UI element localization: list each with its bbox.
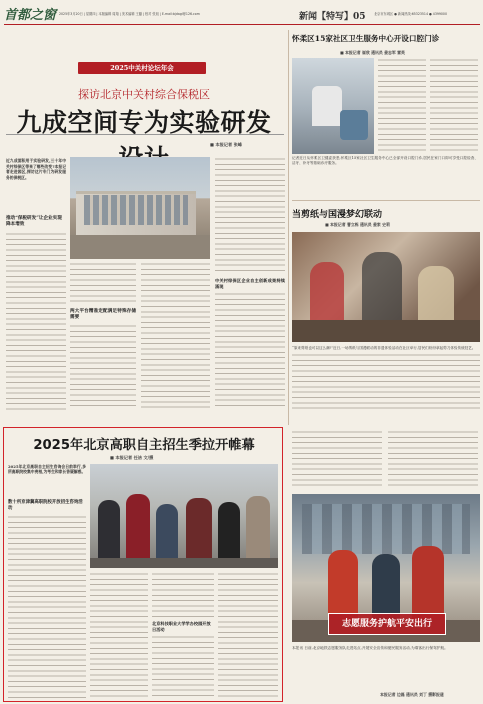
- feature-headline: 九成空间专为实验研发: [16, 108, 272, 137]
- kicker-text: 2025中关村论坛年会: [110, 64, 174, 72]
- feature-column-3: [141, 262, 210, 410]
- volunteer-caption: 本报讯 日前,北京地铁志愿服务队走进站点,开展安全宣传和便民服务活动,为乘客出行保驾护航。: [292, 646, 448, 650]
- right-story1-body: [292, 156, 478, 196]
- feature-column-2: [70, 262, 136, 410]
- column-divider: [288, 30, 289, 425]
- feature-byline: ■ 本报记者 张峰: [210, 142, 242, 147]
- right-story2-byline: ■ 本报记者 曹立栋 通讯员 姜家 史莉: [325, 222, 390, 227]
- right-story1-headline: 怀柔区15家社区卫生服务中心开设口腔门诊: [292, 34, 440, 43]
- page-section-title: 新闻【特写】05: [299, 12, 366, 22]
- bottom-story-column-2: [90, 572, 148, 698]
- right-story1-byline: ■ 本报记者 崔欣 通讯员 姜志军 雷英: [340, 50, 405, 55]
- right-story1-body-text: 记者近日从怀柔区卫健委获悉,怀柔区15家社区卫生服务中心已全部开设口腔门诊,居民在家门口即可享受口腔检查、洁牙、补牙等基础诊疗服务。: [292, 156, 478, 166]
- masthead-right-info: 北京市东城区 ● 新闻热线:65323514 ● 4399000: [374, 12, 447, 16]
- feature-subheading-3: 中关村综保区企业自主创新成果持续涌现: [215, 278, 285, 289]
- right-story2-body: [292, 346, 480, 422]
- right-story1-col2: [430, 58, 478, 154]
- feature-lead: 近九成面积用于实验研发,三十年中关村综保区带来了哪些改变?本报记者走进园区,探访这片专门为研发服务的保税区。: [6, 158, 66, 180]
- right-story2-headline: 当剪纸与国漫梦幻联动: [292, 210, 383, 220]
- feature-subhead: 探访北京中关村综合保税区: [78, 88, 210, 101]
- right-bottom-column-1: [292, 430, 382, 490]
- masthead-rule: [4, 24, 480, 25]
- volunteer-banner-text: 志愿服务护航平安出行: [341, 619, 432, 629]
- bottom-story-byline: ■ 本报记者 任洁 文/摄: [110, 455, 154, 460]
- dental-clinic-photo: [292, 58, 374, 154]
- right-story1-col1: [378, 58, 426, 154]
- headline-rule: [6, 134, 284, 135]
- bottom-story-column-3: [152, 572, 214, 698]
- bottom-story-column-1: [8, 515, 86, 698]
- bottom-story-column-4: [218, 572, 278, 698]
- admissions-fair-photo: [90, 464, 278, 568]
- right-story-divider: [292, 200, 480, 201]
- feature-subheading-2: 两大平台精准定配满足特殊存储需要: [70, 309, 136, 320]
- volunteer-banner: [328, 613, 446, 635]
- right-story2-body-text: “原来剪纸也可以这么潮!”近日,一场剪纸与国漫联动的非遗体验活动在社区举行,居民们纷纷拿起剪刀体验传统技艺。: [292, 346, 476, 350]
- masthead-logo: 首都之窗: [4, 8, 57, 23]
- papercut-event-photo: [292, 232, 480, 342]
- feature-column-1: [6, 232, 66, 410]
- bottom-story-lead: 2025年北京高职自主招生咨询会日前举行,多所高职院校集中亮相,为考生和家长答疑解惑。: [8, 464, 86, 475]
- kicker-badge: [78, 62, 206, 74]
- feature-photo: [70, 157, 210, 259]
- masthead: [4, 4, 480, 24]
- bottom-story-headline: 2025年北京高职自主招生季拉开帷幕: [33, 438, 255, 453]
- bottom-story-subheading-1: 数十所京津冀高职院校开放招生咨询活动: [8, 500, 83, 511]
- volunteer-byline: 本报记者 边磊 通讯员 刘丁 摄影报道: [380, 692, 444, 697]
- bottom-story-subheading-2: 北京科技职业大学学办校园开放日活动: [152, 621, 211, 632]
- right-bottom-column-2: [388, 430, 478, 490]
- masthead-issue-line: 2025年3月20日 | 星期四 | 本版编辑 周翔 | 美术编辑 王璐 | 校对 张旭 | E-mail:bjdagl@126.com: [59, 12, 200, 16]
- feature-subheading-1: 推动“保税研发”让企业实现降本增效: [6, 216, 62, 227]
- feature-column-4: [215, 157, 285, 410]
- subway-volunteer-photo: [292, 494, 480, 642]
